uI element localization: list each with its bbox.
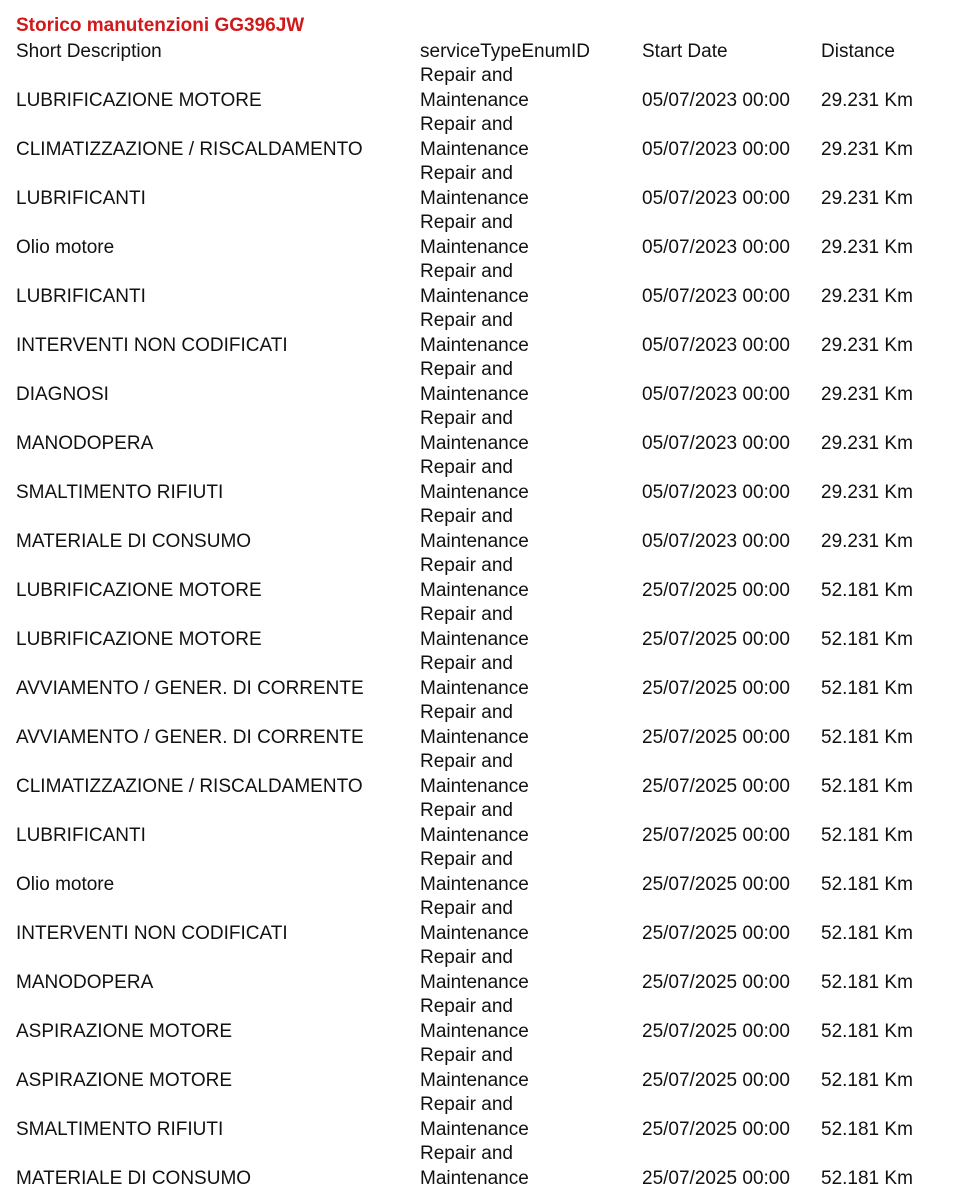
row-description: ASPIRAZIONE MOTORE	[16, 1069, 233, 1091]
row-distance: 52.181 Km	[821, 1069, 913, 1091]
header-service-type: serviceTypeEnumID	[420, 41, 591, 62]
header-short-description: Short Description	[16, 41, 162, 62]
row-distance: 52.181 Km	[821, 726, 913, 748]
row-service-type-line2: Maintenance	[420, 481, 529, 503]
row-description: MATERIALE DI CONSUMO	[16, 530, 252, 552]
row-service-type-line1: Repair and	[420, 751, 513, 772]
row-service-type-line1: Repair and	[420, 1094, 513, 1115]
table-row	[0, 701, 956, 750]
table-row	[0, 554, 956, 603]
row-description: Olio motore	[16, 873, 115, 895]
row-service-type-line2: Maintenance	[420, 579, 529, 601]
row-service-type-line1: Repair and	[420, 1143, 513, 1164]
table-row	[0, 1044, 956, 1093]
table-row	[0, 946, 956, 995]
row-description: LUBRIFICAZIONE MOTORE	[16, 89, 262, 111]
row-service-type-line1: Repair and	[420, 898, 513, 919]
row-description: AVVIAMENTO / GENER. DI CORRENTE	[16, 677, 364, 699]
row-service-type-line2: Maintenance	[420, 236, 529, 258]
row-start-date: 05/07/2023 00:00	[642, 334, 790, 356]
row-distance: 29.231 Km	[821, 138, 913, 160]
row-distance: 29.231 Km	[821, 285, 913, 307]
row-service-type-line1: Repair and	[420, 702, 513, 723]
row-start-date: 05/07/2023 00:00	[642, 530, 790, 552]
row-service-type-line2: Maintenance	[420, 334, 529, 356]
row-distance: 52.181 Km	[821, 775, 913, 797]
row-start-date: 05/07/2023 00:00	[642, 285, 790, 307]
row-distance: 29.231 Km	[821, 236, 913, 258]
row-distance: 52.181 Km	[821, 1167, 913, 1189]
row-description: SMALTIMENTO RIFIUTI	[16, 481, 224, 503]
row-distance: 52.181 Km	[821, 677, 913, 699]
row-service-type-line2: Maintenance	[420, 383, 529, 405]
row-distance: 52.181 Km	[821, 1020, 913, 1042]
row-service-type-line1: Repair and	[420, 310, 513, 331]
row-service-type-line2: Maintenance	[420, 628, 529, 650]
row-description: MANODOPERA	[16, 971, 154, 993]
row-description: Olio motore	[16, 236, 115, 258]
row-distance: 29.231 Km	[821, 530, 913, 552]
row-distance: 52.181 Km	[821, 579, 913, 601]
row-service-type-line2: Maintenance	[420, 775, 529, 797]
row-service-type-line1: Repair and	[420, 261, 513, 282]
row-start-date: 25/07/2025 00:00	[642, 726, 790, 748]
row-description: DIAGNOSI	[16, 383, 109, 405]
row-description: INTERVENTI NON CODIFICATI	[16, 334, 288, 356]
row-start-date: 25/07/2025 00:00	[642, 628, 790, 650]
row-service-type-line2: Maintenance	[420, 1020, 529, 1042]
row-description: INTERVENTI NON CODIFICATI	[16, 922, 288, 944]
row-description: LUBRIFICANTI	[16, 285, 146, 307]
row-service-type-line2: Maintenance	[420, 285, 529, 307]
row-service-type-line2: Maintenance	[420, 677, 529, 699]
row-start-date: 25/07/2025 00:00	[642, 579, 790, 601]
table-row	[0, 603, 956, 652]
row-distance: 29.231 Km	[821, 334, 913, 356]
row-service-type-line1: Repair and	[420, 947, 513, 968]
row-service-type-line1: Repair and	[420, 849, 513, 870]
row-service-type-line1: Repair and	[420, 653, 513, 674]
row-service-type-line1: Repair and	[420, 114, 513, 135]
row-description: SMALTIMENTO RIFIUTI	[16, 1118, 224, 1140]
row-service-type-line1: Repair and	[420, 1045, 513, 1066]
row-distance: 52.181 Km	[821, 922, 913, 944]
row-distance: 52.181 Km	[821, 628, 913, 650]
row-start-date: 25/07/2025 00:00	[642, 775, 790, 797]
table-row	[0, 407, 956, 456]
row-start-date: 25/07/2025 00:00	[642, 922, 790, 944]
row-service-type-line1: Repair and	[420, 506, 513, 527]
table-row	[0, 848, 956, 897]
row-distance: 29.231 Km	[821, 383, 913, 405]
row-service-type-line2: Maintenance	[420, 873, 529, 895]
row-distance: 29.231 Km	[821, 432, 913, 454]
row-start-date: 05/07/2023 00:00	[642, 481, 790, 503]
row-start-date: 25/07/2025 00:00	[642, 971, 790, 993]
row-service-type-line2: Maintenance	[420, 1118, 529, 1140]
row-service-type-line2: Maintenance	[420, 1069, 529, 1091]
table-row	[0, 113, 956, 162]
row-service-type-line2: Maintenance	[420, 187, 529, 209]
table-row	[0, 456, 956, 505]
row-service-type-line1: Repair and	[420, 163, 513, 184]
row-service-type-line2: Maintenance	[420, 1167, 529, 1189]
row-distance: 29.231 Km	[821, 481, 913, 503]
table-row	[0, 652, 956, 701]
row-description: MANODOPERA	[16, 432, 154, 454]
table-row	[0, 162, 956, 211]
row-start-date: 05/07/2023 00:00	[642, 89, 790, 111]
row-start-date: 05/07/2023 00:00	[642, 383, 790, 405]
row-start-date: 25/07/2025 00:00	[642, 1167, 790, 1189]
row-service-type-line2: Maintenance	[420, 922, 529, 944]
table-row	[0, 309, 956, 358]
maintenance-table	[0, 64, 956, 1191]
row-description: MATERIALE DI CONSUMO	[16, 1167, 252, 1189]
row-description: AVVIAMENTO / GENER. DI CORRENTE	[16, 726, 364, 748]
row-distance: 52.181 Km	[821, 1118, 913, 1140]
row-distance: 52.181 Km	[821, 971, 913, 993]
row-service-type-line1: Repair and	[420, 408, 513, 429]
row-distance: 52.181 Km	[821, 873, 913, 895]
row-description: LUBRIFICANTI	[16, 187, 146, 209]
row-service-type-line2: Maintenance	[420, 824, 529, 846]
table-row	[0, 799, 956, 848]
row-description: CLIMATIZZAZIONE / RISCALDAMENTO	[16, 138, 363, 160]
row-start-date: 25/07/2025 00:00	[642, 824, 790, 846]
row-service-type-line2: Maintenance	[420, 726, 529, 748]
row-description: CLIMATIZZAZIONE / RISCALDAMENTO	[16, 775, 363, 797]
table-row	[0, 897, 956, 946]
row-service-type-line1: Repair and	[420, 359, 513, 380]
row-start-date: 25/07/2025 00:00	[642, 1069, 790, 1091]
header-start-date: Start Date	[642, 41, 728, 62]
row-service-type-line1: Repair and	[420, 604, 513, 625]
row-service-type-line1: Repair and	[420, 65, 513, 86]
table-row	[0, 64, 956, 113]
row-description: LUBRIFICANTI	[16, 824, 146, 846]
row-service-type-line1: Repair and	[420, 555, 513, 576]
table-header	[0, 40, 956, 64]
row-start-date: 25/07/2025 00:00	[642, 1020, 790, 1042]
table-row	[0, 260, 956, 309]
row-service-type-line2: Maintenance	[420, 89, 529, 111]
row-start-date: 05/07/2023 00:00	[642, 138, 790, 160]
table-row	[0, 1142, 956, 1191]
table-row	[0, 358, 956, 407]
row-service-type-line2: Maintenance	[420, 138, 529, 160]
row-start-date: 05/07/2023 00:00	[642, 432, 790, 454]
table-row	[0, 211, 956, 260]
row-start-date: 05/07/2023 00:00	[642, 236, 790, 258]
row-start-date: 25/07/2025 00:00	[642, 677, 790, 699]
table-row	[0, 995, 956, 1044]
row-distance: 29.231 Km	[821, 89, 913, 111]
row-service-type-line2: Maintenance	[420, 530, 529, 552]
row-distance: 52.181 Km	[821, 824, 913, 846]
table-row	[0, 1093, 956, 1142]
row-start-date: 25/07/2025 00:00	[642, 873, 790, 895]
row-service-type-line1: Repair and	[420, 212, 513, 233]
row-service-type-line1: Repair and	[420, 800, 513, 821]
row-service-type-line1: Repair and	[420, 996, 513, 1017]
row-distance: 29.231 Km	[821, 187, 913, 209]
row-description: LUBRIFICAZIONE MOTORE	[16, 628, 262, 650]
row-service-type-line2: Maintenance	[420, 971, 529, 993]
table-row	[0, 505, 956, 554]
header-distance: Distance	[821, 41, 895, 62]
page-title: Storico manutenzioni GG396JW	[16, 15, 305, 36]
row-service-type-line1: Repair and	[420, 457, 513, 478]
row-start-date: 05/07/2023 00:00	[642, 187, 790, 209]
table-row	[0, 750, 956, 799]
row-start-date: 25/07/2025 00:00	[642, 1118, 790, 1140]
row-description: ASPIRAZIONE MOTORE	[16, 1020, 233, 1042]
row-description: LUBRIFICAZIONE MOTORE	[16, 579, 262, 601]
row-service-type-line2: Maintenance	[420, 432, 529, 454]
